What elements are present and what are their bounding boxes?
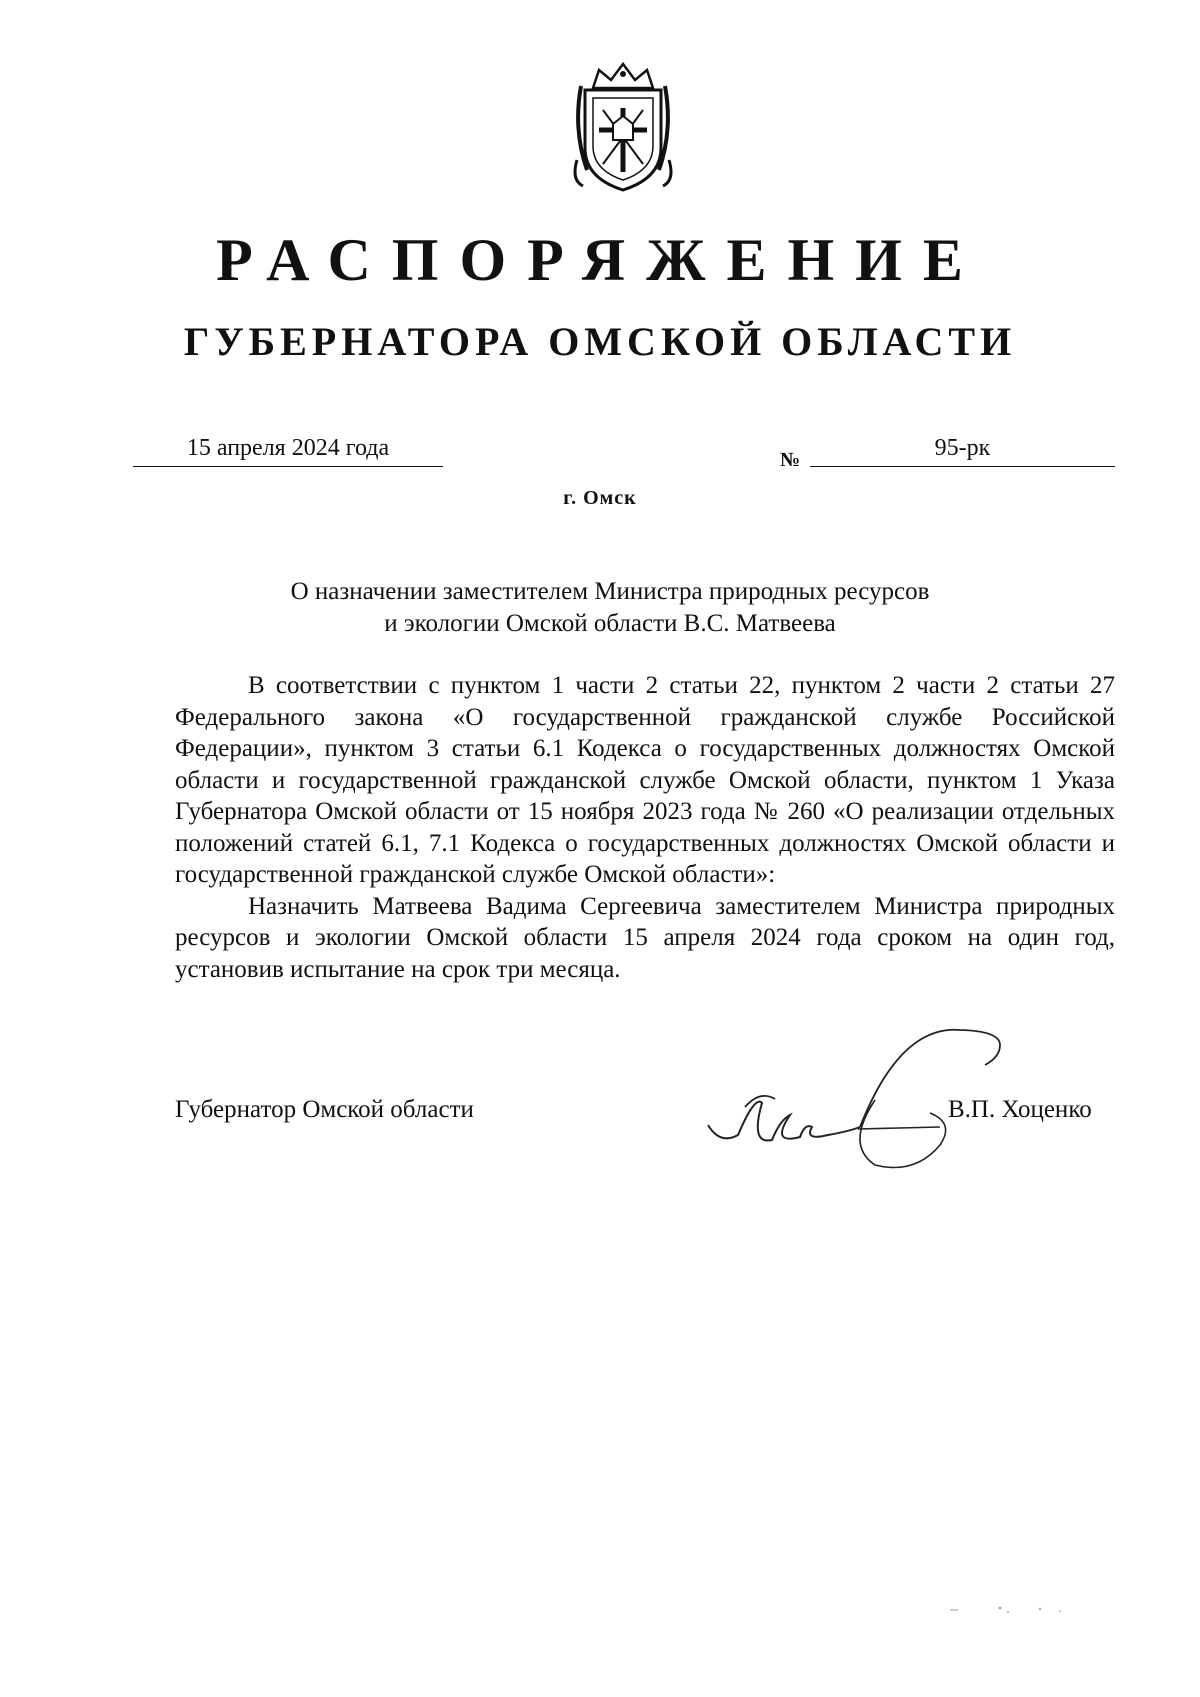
subject-line: и экологии Омской области В.С. Матвеева	[384, 610, 836, 637]
body-paragraph-order: Назначить Матвеева Вадима Сергеевича заместителем Министра природных ресурсов и экологии Омской области 15 апреля 2024 года сроком на один год, установив испытание на срок три месяца.	[175, 892, 1115, 983]
document-date: 15 апреля 2024 года	[186, 435, 390, 461]
body-paragraph-legal-basis: В соответствии с пунктом 1 части 2 статьи 22, пунктом 2 части 2 статьи 27 Федерального закона «О государственной гражданской службе Российской Федерации», пунктом 3 статьи 6.1 Кодекса о государственных должностях Омской области и государственной гражданской службе Омской области, пунктом 1 Указа Губернатора Омской области от 15 ноября 2023 года № 260 «О реализации отдельных положений статей 6.1, 7.1 Кодекса о государственных должностях Омской области и государственной гражданской службе Омской области»:	[175, 672, 1115, 888]
scan-noise-marks	[950, 1600, 1080, 1620]
signer-position: Губернатор Омской области	[175, 1096, 474, 1123]
number-sign: №	[780, 449, 801, 471]
subject-line: О назначении заместителем Министра природных ресурсов	[290, 578, 930, 605]
document-number: 95-рк	[934, 435, 991, 461]
issue-city: г. Омск	[563, 487, 637, 509]
issuing-authority: ГУБЕРНАТОРА ОМСКОЙ ОБЛАСТИ	[183, 319, 1017, 364]
number-underline	[810, 466, 1115, 467]
document-body	[175, 670, 1115, 985]
document-type-title: РАСПОРЯЖЕНИЕ	[216, 227, 984, 293]
document-subject	[200, 576, 1020, 640]
signer-name: В.П. Хоценко	[948, 1096, 1092, 1123]
date-underline	[133, 466, 443, 467]
handwritten-signature-icon	[700, 995, 1080, 1170]
coat-of-arms-icon	[563, 60, 683, 195]
